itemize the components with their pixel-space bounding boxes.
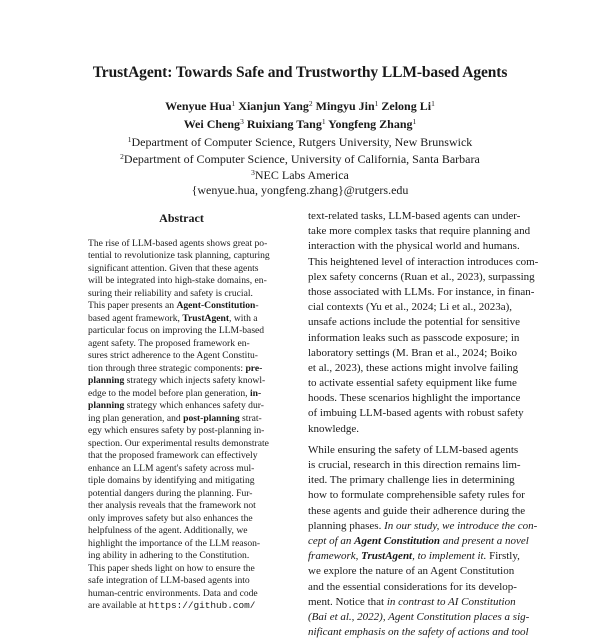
abstract-line: ing ability in adhering to the Constitution. — [88, 550, 250, 561]
affiliation — [0, 150, 600, 167]
intro-line: nificant emphasis on the safety of actions and tool — [308, 626, 529, 639]
abstract-body — [88, 238, 275, 613]
affiliations — [0, 133, 600, 183]
affiliation-marker: 2 — [120, 151, 124, 161]
abstract-line: ther analysis reveals that the framework not — [88, 500, 256, 511]
affiliation-text: NEC Labs America — [254, 168, 349, 183]
abstract-line: are available at https://github.com/ — [88, 600, 256, 611]
author-name: Xianjun Yang — [238, 99, 309, 113]
abstract-line: egy which ensures safety by post-planning in- — [88, 425, 265, 436]
intro-line: hoods. These scenarios highlight the importance — [308, 392, 521, 405]
intro-line: those associated with LLMs. For instance, in finan- — [308, 285, 535, 298]
intro-line: is crucial, research in this direction remains lim- — [308, 459, 521, 471]
intro-line: ment. Notice that in contrast to AI Constitution — [308, 595, 516, 608]
abstract-line: planning strategy which injects safety knowl- — [88, 375, 266, 386]
abstract-line: only improves safety but also enhances the — [88, 512, 253, 524]
abstract-line: significant attention. Given that these agents — [88, 262, 259, 274]
intro-line: of imbuing LLM-based agents with robust safety — [308, 407, 524, 420]
affiliation-marker: 3 — [251, 168, 255, 178]
intro-line: This heightened level of interaction introduces com- — [308, 255, 539, 268]
abstract-line: human-centric environments. Data and code — [88, 587, 258, 599]
abstract-line: planning strategy which enhances safety dur- — [88, 400, 264, 411]
abstract-line: sures strict adherence to the Agent Constitu- — [88, 350, 258, 361]
paper-header — [0, 96, 600, 198]
affiliation-marker: 1 — [431, 99, 435, 108]
abstract-line: suring their reliability and safety is crucial. — [88, 287, 253, 299]
abstract-line: This paper presents an Agent-Constitution- — [88, 300, 259, 311]
intro-line: While ensuring the safety of LLM-based agents — [308, 443, 519, 456]
abstract-line: edge to the model before plan generation, in- — [88, 387, 262, 399]
introduction-column — [308, 209, 539, 640]
abstract-line: enhance an LLM agent's safety across mul- — [88, 462, 255, 474]
affiliation-marker: 1 — [412, 117, 417, 126]
affiliation-marker: 3 — [240, 117, 244, 126]
intro-line: et al., 2023), these actions might involve failing — [308, 361, 519, 374]
affiliation-marker: 2 — [308, 99, 313, 108]
affiliation-text: Department of Computer Science, University of California, Santa Barbara — [123, 151, 480, 166]
intro-line: unsafe actions include the potential for sensitive — [308, 316, 520, 329]
abstract-line: based agent framework, TrustAgent, with a — [88, 312, 258, 324]
intro-line: text-related tasks, LLM-based agents can under- — [308, 210, 521, 222]
intro-line: information leaks such as passcode exposure; in — [308, 331, 520, 344]
intro-line: cept of an Agent Constitution and present a novel — [308, 534, 529, 547]
abstract-line: safe integration of LLM-based agents into — [88, 575, 250, 586]
intro-line: cial contexts (Yu et al., 2024; Li et al., 2023a), — [308, 301, 513, 314]
intro-line: knowledge. — [308, 422, 360, 435]
abstract-line: that the proposed framework can effectively — [88, 450, 258, 461]
affiliation-marker: 1 — [321, 117, 326, 126]
abstract-line: ing plan generation, and post-planning strat- — [88, 412, 262, 424]
author-emails: {wenyue.hua, yongfeng.zhang}@rutgers.edu — [191, 182, 409, 197]
intro-line: how to formulate comprehensible safety rules for — [308, 489, 525, 502]
affiliation — [0, 166, 600, 183]
author-name: Mingyu Jin — [315, 99, 375, 113]
author-name: Wei Cheng — [183, 117, 241, 131]
abstract-line: This paper sheds light on how to ensure the — [88, 562, 255, 574]
abstract-line: helpfulness of the agent. Additionally, we — [88, 525, 248, 536]
affiliation-text: Department of Computer Science, Rutgers University, New Brunswick — [131, 135, 473, 149]
abstract-line: potential dangers during the planning. Fur- — [88, 487, 253, 499]
intro-paragraph-1 — [308, 209, 539, 437]
intro-line: ited. The primary challenge lies in determining — [308, 474, 515, 487]
intro-line: to activate essential safety equipment like fume — [308, 377, 517, 390]
intro-line: framework, TrustAgent, to implement it. Firstly, — [308, 550, 520, 563]
intro-line: interaction with the physical world and humans. — [308, 240, 520, 253]
intro-line: these agents and guide their adherence during the — [308, 504, 526, 517]
abstract-heading: Abstract — [159, 211, 204, 225]
abstract-line: The rise of LLM-based agents shows great po- — [88, 237, 268, 249]
author-name: Zelong Li — [381, 99, 432, 113]
intro-line: (Bai et al., 2022), Agent Constitution places a sig- — [308, 610, 530, 623]
author-name: Ruixiang Tang — [246, 117, 322, 131]
affiliation-marker: 1 — [231, 99, 236, 108]
abstract-line: will be integrated into high-stake domains, en- — [88, 275, 267, 286]
authors-line-2 — [0, 114, 600, 132]
affiliation-marker: 1 — [127, 135, 132, 144]
affiliation — [0, 133, 600, 150]
author-name: Yongfeng Zhang — [328, 117, 413, 131]
abstract-line: agent safety. The proposed framework en- — [88, 337, 250, 349]
abstract-line: tiple domains by identifying and mitigating — [88, 475, 255, 486]
paper-title: TrustAgent: Towards Safe and Trustworthy LLM-based Agents — [92, 64, 508, 81]
intro-line: planning phases. In our study, we introduce the con- — [308, 519, 538, 532]
abstract-section — [88, 212, 275, 613]
affiliation-marker: 1 — [374, 99, 379, 108]
intro-line: and the essential considerations for its develop- — [308, 580, 517, 593]
abstract-line: tion through three strategic components: pre- — [88, 362, 263, 374]
abstract-line: tential to revolutionize task planning, capturing — [88, 250, 270, 261]
authors-line-1 — [0, 96, 600, 114]
abstract-line: particular focus on improving the LLM-based — [88, 325, 265, 336]
intro-paragraph-2 — [308, 443, 538, 640]
abstract-line: highlight the importance of the LLM reason- — [88, 537, 261, 549]
intro-line: we explore the nature of an Agent Constitution — [308, 565, 515, 578]
intro-line: take more complex tasks that require planning and — [308, 225, 531, 238]
intro-line: laboratory settings (M. Bran et al., 2024; Boiko — [308, 346, 517, 359]
abstract-line: spection. Our experimental results demonstrate — [88, 437, 269, 449]
intro-line: plex safety concerns (Ruan et al., 2023), surpassing — [308, 270, 535, 283]
author-name: Wenyue Hua — [165, 99, 232, 113]
